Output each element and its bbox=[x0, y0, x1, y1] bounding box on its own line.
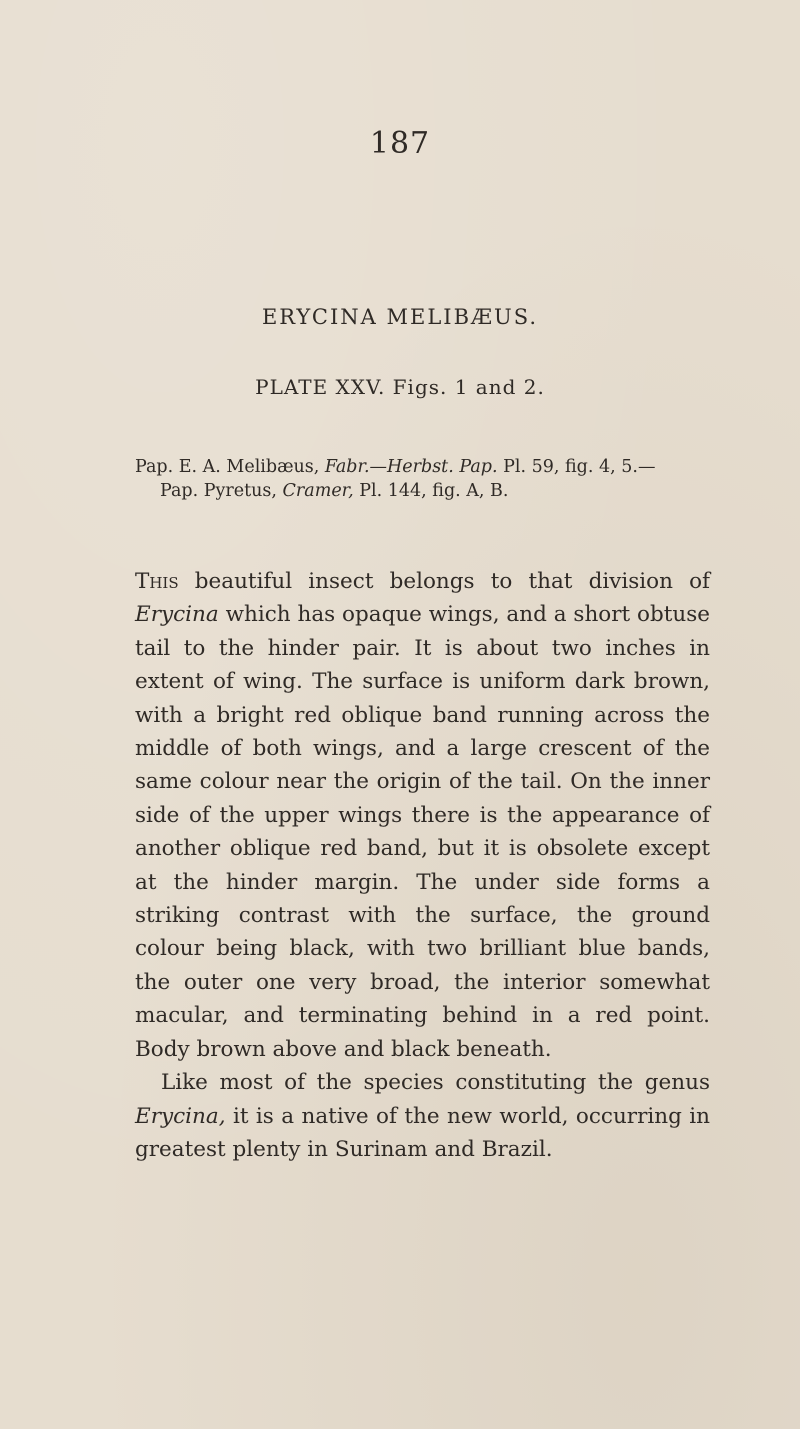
synonymy-line1 bbox=[135, 457, 655, 477]
paragraph-1 bbox=[135, 565, 710, 1066]
paragraph-2 bbox=[135, 1066, 710, 1166]
synonymy-text: Pl. 144, fig. A, B. bbox=[353, 481, 509, 501]
paragraph-text: Like most of the species constituting the genus bbox=[161, 1070, 710, 1096]
paragraph-text: it is a native of the new world, occurring in greatest plenty in Surinam and Brazil. bbox=[135, 1103, 710, 1162]
synonymy-block bbox=[135, 455, 695, 503]
paragraph-lead-word: This bbox=[135, 569, 179, 594]
paragraph-text: which has opaque wings, and a short obtuse tail to the hinder pair. It is about two inches in extent of wing. The surface is uniform dark brown, with a bright red oblique band running across the middle of both wings, and a large crescent of the same colour near the origin of the tail. On the inner side of the upper wings there is the appearance of another oblique red band, but it is obsolete except at the hinder margin. The under side forms a striking contrast with the surface, the ground colour being black, with two brilliant blue bands, the outer one very broad, the interior somewhat macular, and terminating behind in a red point. Body brown above and black beneath. bbox=[135, 602, 710, 1062]
synonymy-text: Pl. 59, fig. 4, 5.— bbox=[497, 457, 656, 477]
page-number: 187 bbox=[369, 126, 431, 161]
paragraph-text: beautiful insect belongs to that division of bbox=[178, 569, 710, 594]
plate-reference: PLATE XXV. Figs. 1 and 2. bbox=[255, 375, 545, 399]
synonymy-text: Pap. E. A. Melibæus, bbox=[135, 457, 325, 477]
synonymy-authority: Cramer, bbox=[282, 481, 354, 501]
species-title: ERYCINA MELIBÆUS. bbox=[261, 305, 539, 329]
genus-name: Erycina bbox=[135, 602, 219, 628]
synonymy-authority: Fabr.—Herbst. Pap. bbox=[324, 457, 498, 477]
genus-name: Erycina, bbox=[135, 1103, 226, 1129]
description-text bbox=[135, 565, 710, 1166]
synonymy-line2 bbox=[135, 479, 695, 503]
synonymy-text: Pap. Pyretus, bbox=[160, 481, 283, 501]
